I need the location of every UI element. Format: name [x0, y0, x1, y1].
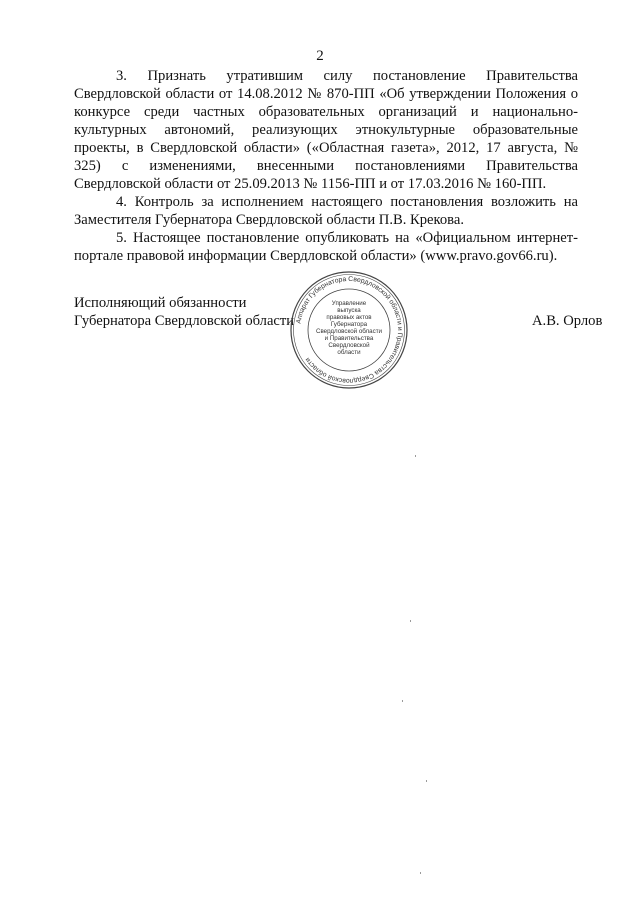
svg-text:области: области — [337, 349, 361, 356]
scan-speck — [420, 872, 421, 874]
svg-text:выпуска: выпуска — [337, 307, 361, 314]
seal-center-text — [316, 300, 383, 356]
svg-text:Свердловской: Свердловской — [328, 342, 370, 349]
official-seal — [289, 270, 409, 390]
svg-text:и Правительства: и Правительства — [324, 335, 374, 342]
signatory-title-line-2: Губернатора Свердловской области — [74, 313, 295, 329]
signatory-name: А.В. Орлов — [532, 313, 603, 329]
paragraph-4: 4. Контроль за исполнением настоящего постановления возложить на Заместителя Губернатора Свердловской области П.В. Крекова. — [74, 194, 578, 228]
seal-graphic — [289, 270, 409, 390]
paragraph-3: 3. Признать утратившим силу постановление Правительства Свердловской области от 14.08.2012 № 870-ПП «Об утверждении Положения о конкурсе среди частных образовательных организаций и национально-культурных автономий, реализующих этнокультурные образовательные проекты, в Свердловской области» («Областная газета», 2012, 17 августа, № 325) с изменениями, внесенными постановлениями Правительства Свердловской области от 25.09.2013 № 1156-ПП и от 17.03.2016 № 160-ПП. — [74, 68, 578, 192]
seal-ring-text: Аппарат Губернатора Свердловской области и Правительства Свердловской области — [295, 275, 404, 385]
scan-speck — [402, 700, 403, 702]
document-body — [74, 67, 578, 265]
scan-speck — [415, 455, 416, 457]
paragraph-5: 5. Настоящее постановление опубликовать на «Официальном интернет-портале правовой информации Свердловской области» (www.pravo.gov66.ru). — [74, 230, 578, 264]
signatory-title-line-1: Исполняющий обязанности — [74, 295, 247, 311]
scan-speck — [426, 780, 427, 782]
svg-text:Губернатора: Губернатора — [330, 321, 368, 328]
signatory-title — [74, 294, 294, 330]
scan-speck — [410, 620, 411, 622]
svg-text:Свердловской области: Свердловской области — [315, 328, 383, 335]
svg-text:правовых актов: правовых актов — [326, 314, 372, 321]
page-number: 2 — [316, 48, 324, 64]
svg-text:Управление: Управление — [331, 300, 367, 307]
